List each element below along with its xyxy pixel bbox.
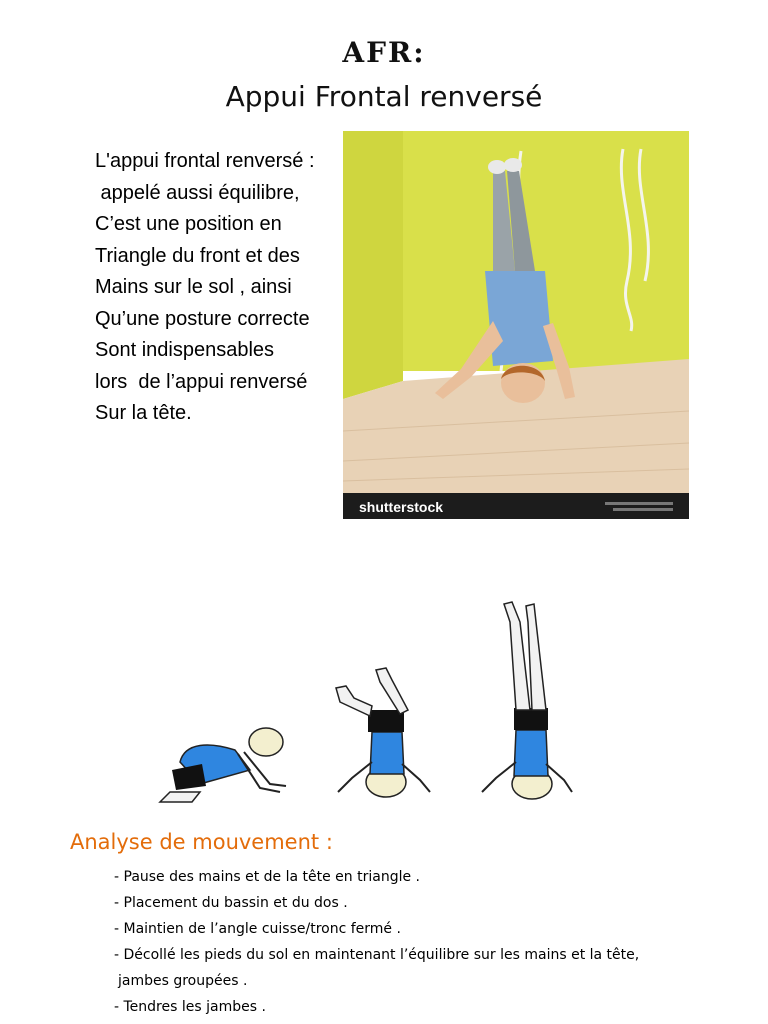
analysis-title: Analyse de mouvement : bbox=[70, 830, 333, 854]
list-item: - Maintien de l’angle cuisse/tronc fermé . bbox=[114, 921, 401, 937]
description-line: appelé aussi équilibre, bbox=[95, 181, 300, 204]
description-line: Sur la tête. bbox=[95, 402, 192, 424]
figure-kneeling bbox=[160, 728, 286, 802]
description-line: Qu’une posture correcte bbox=[95, 307, 310, 330]
movement-illustration bbox=[140, 592, 580, 817]
page-title: Appui Frontal renversé bbox=[225, 80, 543, 113]
description-line: lors de l’appui renversé bbox=[95, 370, 308, 393]
page-acronym: AFR: bbox=[342, 36, 426, 69]
list-item: - Pause des mains et de la tête en triangle . bbox=[114, 869, 420, 885]
description-line: L'appui frontal renversé : bbox=[95, 150, 315, 172]
description-line: C’est une position en bbox=[95, 213, 282, 235]
shutterstock-logo: shutterstock bbox=[359, 499, 444, 515]
list-item: - Tendres les jambes . bbox=[114, 999, 266, 1015]
figure-straight bbox=[482, 602, 572, 799]
list-item: - Décollé les pieds du sol en maintenant l’équilibre sur les mains et la tête, bbox=[114, 947, 640, 963]
description-text bbox=[95, 146, 340, 430]
description-line: Triangle du front et des bbox=[95, 244, 300, 267]
description-line: Mains sur le sol , ainsi bbox=[95, 276, 292, 298]
figure-tucked bbox=[336, 668, 430, 797]
analysis-list bbox=[114, 864, 734, 1020]
list-item: jambes groupées . bbox=[118, 973, 248, 989]
headstand-photo bbox=[343, 131, 689, 519]
description-line: Sont indispensables bbox=[95, 339, 275, 361]
list-item: - Placement du bassin et du dos . bbox=[114, 895, 348, 911]
